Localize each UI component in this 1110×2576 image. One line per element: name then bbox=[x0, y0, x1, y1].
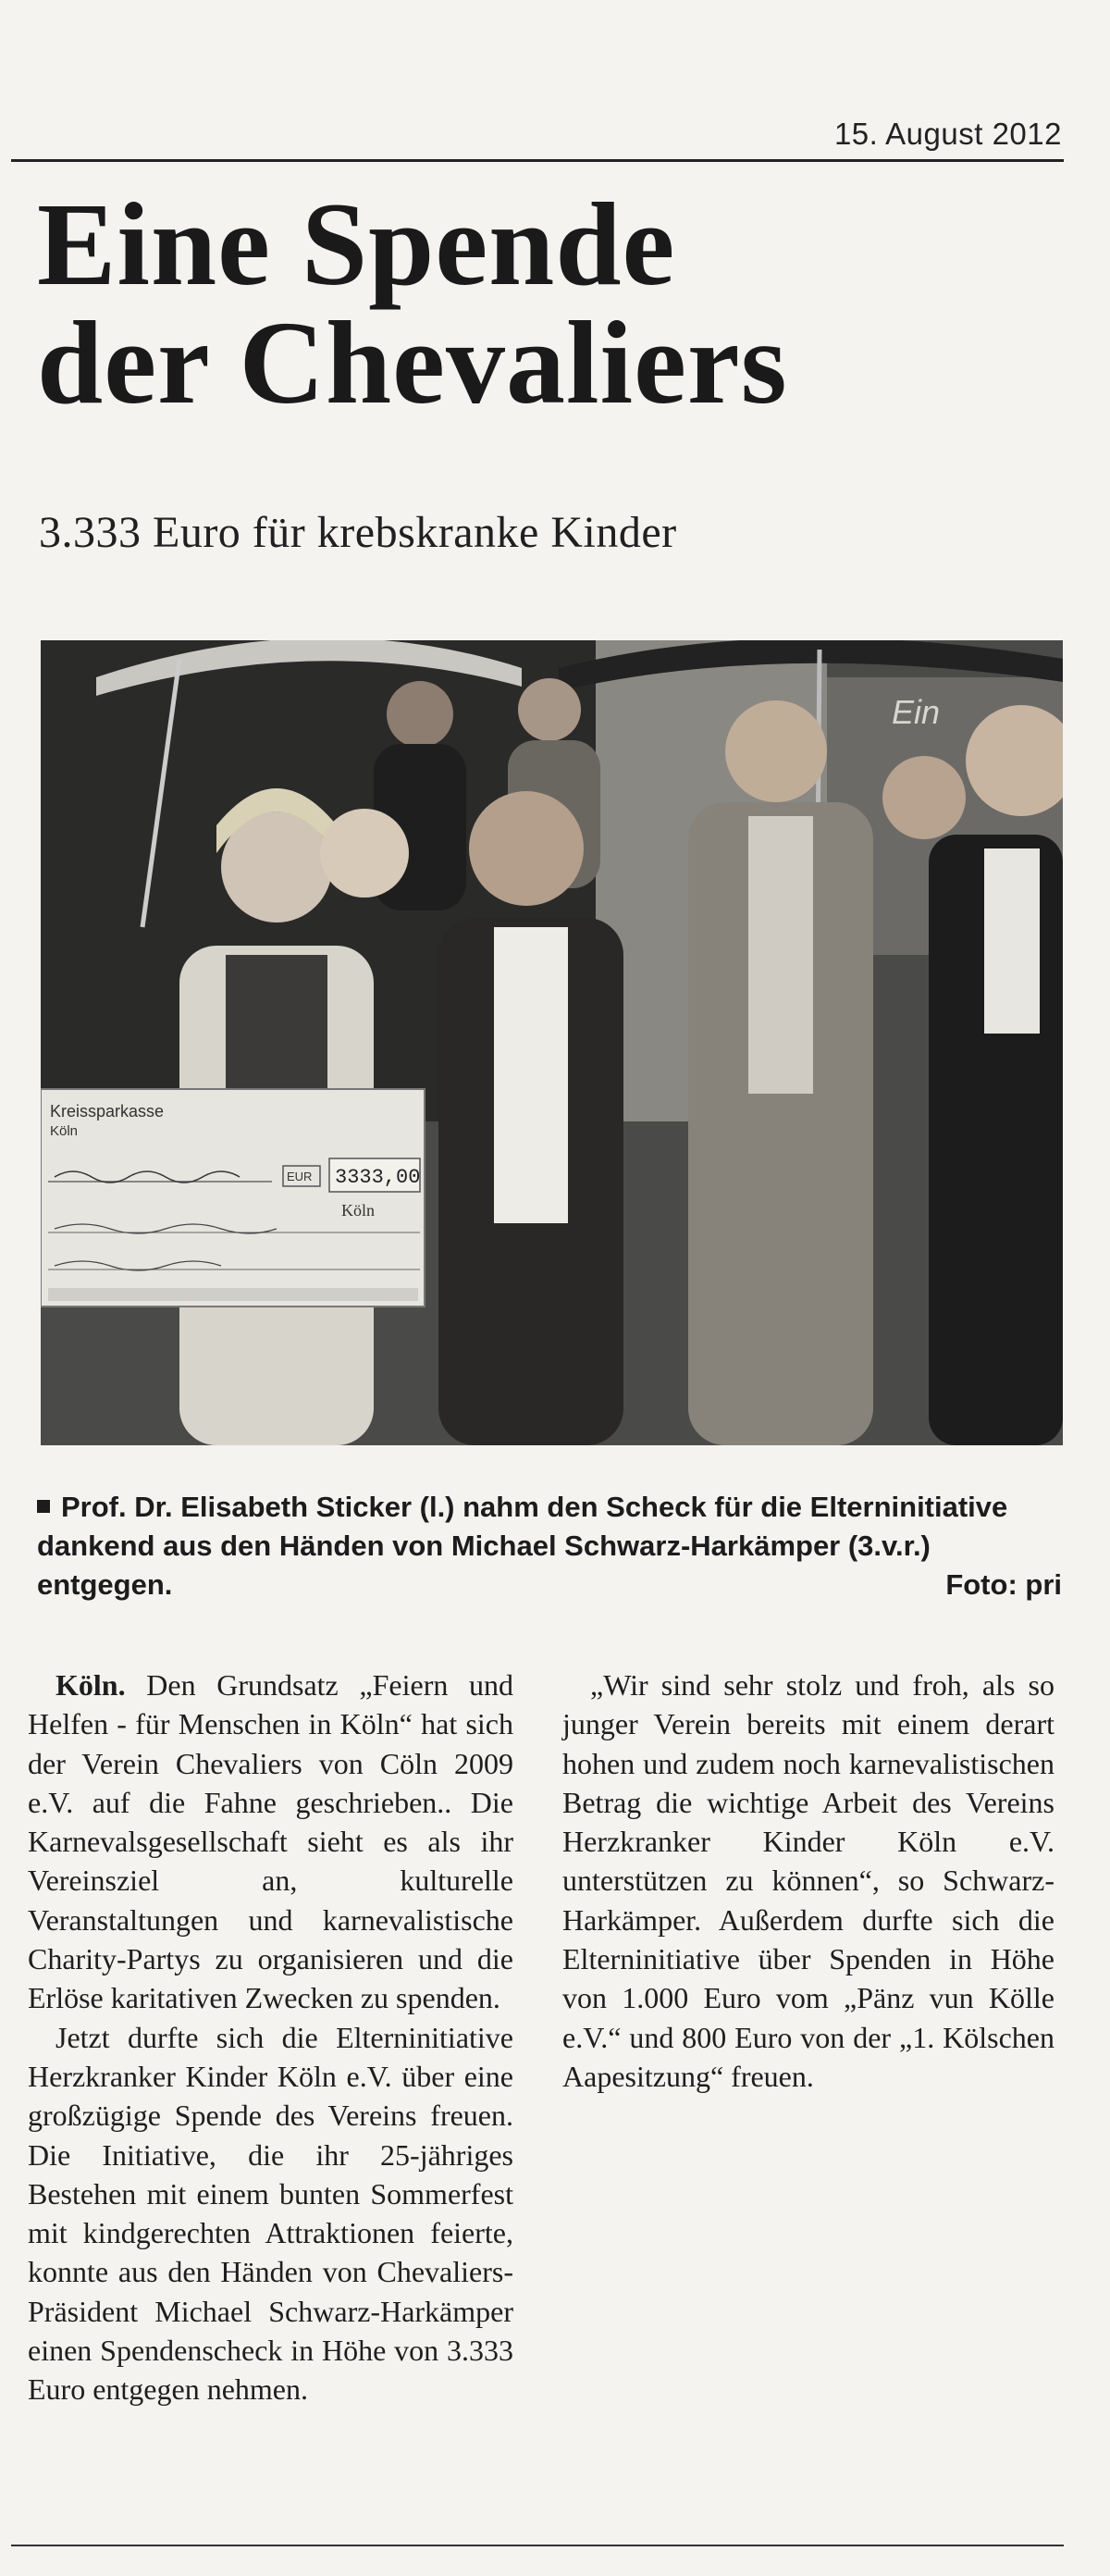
publication-date: 15. August 2012 bbox=[833, 117, 1062, 151]
cheque-bank-city: Köln bbox=[50, 1123, 79, 1139]
subheadline: 3.333 Euro für krebskranke Kinder bbox=[39, 508, 677, 557]
cheque-amount: 3333,00 bbox=[335, 1166, 421, 1189]
donation-cheque bbox=[41, 1089, 425, 1307]
bottom-rule bbox=[11, 2545, 1064, 2546]
background-sign-text: Ein bbox=[892, 693, 941, 731]
article-column-left bbox=[28, 1666, 513, 2409]
caption-bullet bbox=[37, 1500, 50, 1513]
cheque-place: Köln bbox=[341, 1201, 375, 1220]
cheque-currency: EUR bbox=[287, 1170, 313, 1183]
headline bbox=[37, 179, 962, 428]
photo-credit: Foto: pri bbox=[945, 1568, 1062, 1601]
cheque-bank-name: Kreissparkasse bbox=[50, 1102, 165, 1121]
article-column-right bbox=[562, 1666, 1054, 2096]
article-paragraph-3: „Wir sind sehr stolz und froh, als so junger Verein bereits mit einem derart hohen und zudem noch karnevalistischen Betrag die wichtige Arbeit des Vereins Herzkranker Kinder Köln e.V. unterstützen zu können“, so Schwarz-Harkämper. Außerdem durfte sich die Elterninitiative über Spenden in Höhe von 1.000 Euro vom „Pänz vun Kölle e.V.“ und 800 Euro von der „1. Kölschen Aapesitzung“ freuen. bbox=[562, 1668, 1054, 2093]
headline-line-1: Eine Spende bbox=[37, 179, 676, 310]
article-photo bbox=[41, 640, 1063, 1445]
headline-line-2: der Chevaliers bbox=[37, 297, 788, 428]
article-paragraph-1 bbox=[28, 1666, 513, 2018]
caption-text: Prof. Dr. Elisabeth Sticker (l.) nahm den Scheck für die Elterninitiative dankend aus den Händen von Michael Schwarz-Harkämper (3.v.r.) entgegen. bbox=[37, 1491, 1008, 1601]
photo-illustration bbox=[41, 640, 1063, 1445]
photo-caption bbox=[37, 1488, 1062, 1604]
article-dateline: Köln. bbox=[56, 1668, 126, 1702]
top-rule bbox=[11, 159, 1064, 162]
article-paragraph-2: Jetzt durfte sich die Elterninitiative Herzkranker Kinder Köln e.V. über eine großzügige Spende des Vereins freuen. Die Initiative, die ihr 25-jähriges Bestehen mit einem bunten Sommerfest mit kindgerechten Attraktionen feierte, konnte aus den Händen von Chevaliers-Präsident Michael Schwarz-Harkämper einen Spendenscheck in Höhe von 3.333 Euro entgegen nehmen. bbox=[28, 2020, 513, 2407]
article-paragraph-1-text: Den Grundsatz „Feiern und Helfen - für Menschen in Köln“ hat sich der Verein Chevaliers von Cöln 2009 e.V. auf die Fahne geschrieben.. Die Karnevalsgesellschaft sieht es als ihr Vereinsziel an, kulturelle Veranstaltungen und karnevalistische Charity-Partys zu organisieren und die Erlöse karitativen Zwecken zu spenden. bbox=[28, 1668, 514, 2015]
